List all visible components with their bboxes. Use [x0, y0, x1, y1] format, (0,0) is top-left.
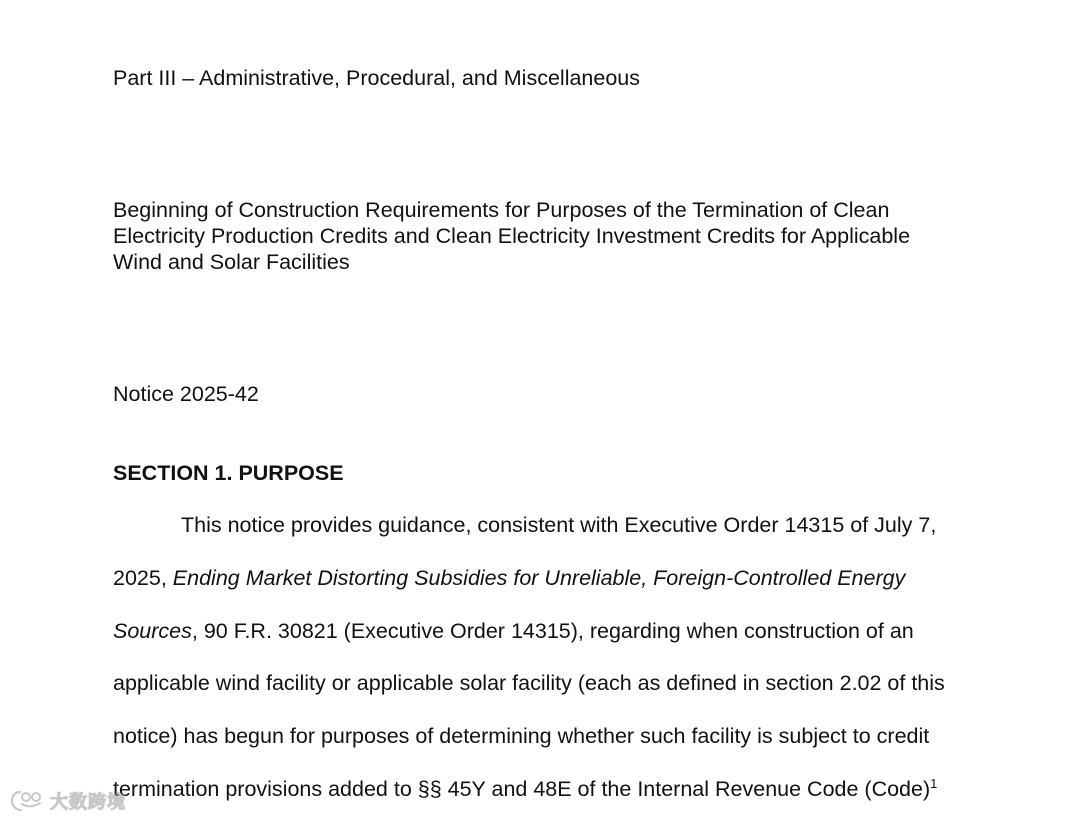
body-line: applicable wind facility or applicable solar facility (each as defined in section 2.02 of this: [113, 671, 945, 696]
notice-number: Notice 2025-42: [113, 382, 259, 406]
body-line: 2025, Ending Market Distorting Subsidies for Unreliable, Foreign-Controlled Energy: [113, 565, 906, 590]
brand-logo-icon: [10, 789, 44, 813]
watermark-text: 大数跨境: [50, 792, 126, 813]
cited-order-title-end: Sources: [113, 618, 192, 643]
body-line: notice) has begun for purposes of determining whether such facility is subject to credit: [113, 724, 930, 749]
body-line: termination provisions added to §§ 45Y and 48E of the Internal Revenue Code (Code)$^1$: [113, 775, 938, 801]
section-heading: SECTION 1. PURPOSE: [113, 461, 344, 485]
title-line: Beginning of Construction Requirements for Purposes of the Termination of Clean: [113, 198, 890, 222]
document-title: [113, 197, 1013, 275]
title-line: Wind and Solar Facilities: [113, 250, 350, 274]
watermark: [10, 786, 126, 816]
footnote-marker: 1: [930, 775, 938, 791]
title-line: Electricity Production Credits and Clean Electricity Investment Credits for Applicable: [113, 224, 911, 248]
part-heading: Part III – Administrative, Procedural, and Miscellaneous: [113, 66, 641, 90]
body-line: This notice provides guidance, consistent with Executive Order 14315 of July 7,: [181, 513, 937, 537]
body-line: Sources, 90 F.R. 30821 (Executive Order 14315), regarding when construction of an: [113, 618, 914, 643]
body-paragraph: [113, 511, 1013, 828]
cited-order-title: Ending Market Distorting Subsidies for Unreliable, Foreign-Controlled Energy: [172, 565, 906, 590]
